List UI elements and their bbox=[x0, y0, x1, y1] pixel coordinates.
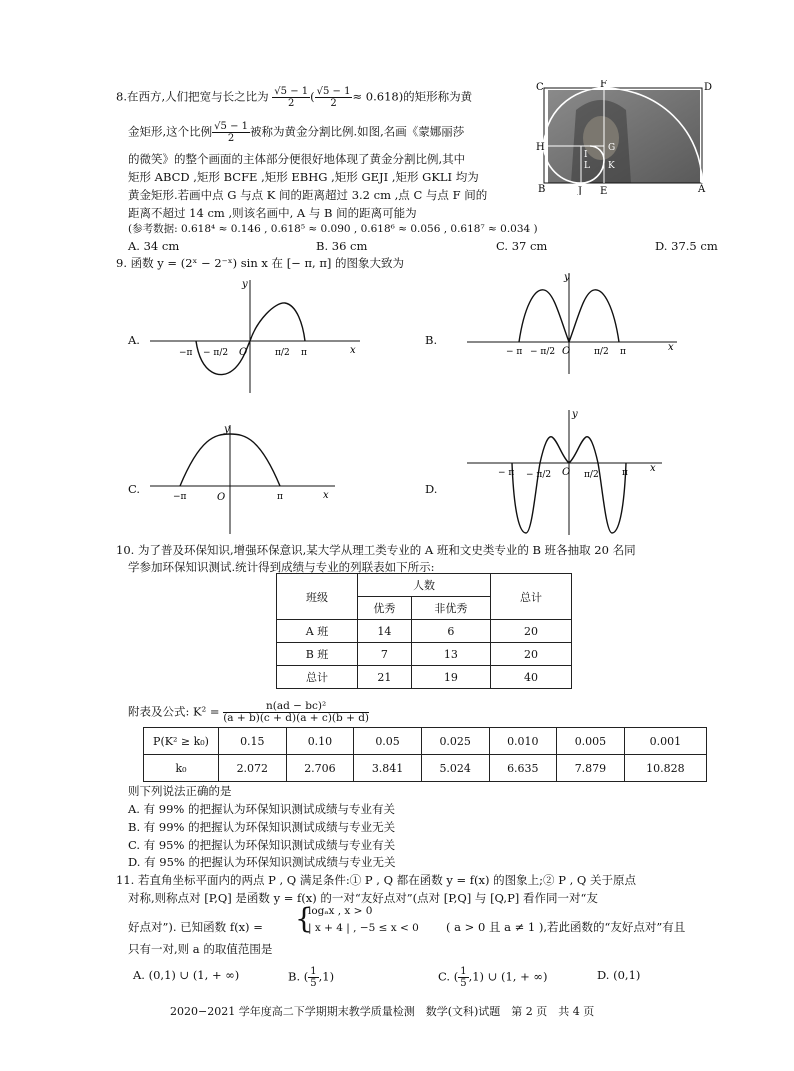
y-label: y bbox=[224, 424, 230, 435]
q10-option-a: A. 有 99% 的把握认为环保知识测试成绩与专业有关 bbox=[128, 802, 395, 816]
formula-fraction: $\frac{\text{n(ad − bc)²}}{(a + b)(c + d)(a + c)(b + d)}$ bbox=[223, 700, 370, 724]
label-d: D bbox=[704, 82, 713, 93]
k-squared-formula: 附表及公式: K² = $\frac{\text{n(ad − bc)²}}{(a + b)(c + d)(a + c)(b + d)}$ bbox=[128, 700, 370, 724]
golden-fraction: $\frac{√5 - 1}{2}$ bbox=[274, 86, 309, 109]
tick-neg-pi: −π bbox=[179, 348, 193, 358]
tick-neg-half-pi: − π/2 bbox=[203, 348, 229, 358]
table-cell: 5.024 bbox=[421, 755, 489, 782]
q8-option-a: A. 34 cm bbox=[128, 239, 180, 253]
y-label: y bbox=[572, 409, 578, 420]
q9-stem: 9. 函数 y = (2ˣ − 2⁻ˣ) sin x 在 [− π, π] 的图象大致为 bbox=[116, 256, 405, 270]
q11-option-c: C. ( $\frac{1}{5}$ ,1) ∪ (1, + ∞) bbox=[438, 966, 548, 989]
q10-option-b: B. 有 99% 的把握认为环保知识测试成绩与专业无关 bbox=[128, 820, 396, 834]
q10-line-2: 学参加环保知识测试.统计得到成绩与专业的列联表如下所示: bbox=[128, 560, 435, 574]
row-head-probability: P(K² ≥ k₀) bbox=[144, 728, 219, 755]
tick-neg-pi: − π bbox=[498, 468, 515, 478]
contingency-table bbox=[276, 573, 572, 689]
fraction-one-fifth: $\frac{1}{5}$ bbox=[310, 966, 317, 989]
x-label: x bbox=[668, 342, 674, 353]
q11-line-1: 11. 若直角坐标平面内的两点 P , Q 满足条件:① P , Q 都在函数 y = f(x) 的图象上;② P , Q 关于原点 bbox=[116, 873, 636, 887]
table-cell: 10.828 bbox=[624, 755, 706, 782]
tick-neg-half-pi: − π/2 bbox=[530, 347, 556, 357]
q10-option-c: C. 有 95% 的把握认为环保知识测试成绩与专业有关 bbox=[128, 838, 396, 852]
origin-label: O bbox=[239, 347, 248, 358]
q8-line-2: 金矩形,这个比例 $\frac{√5 - 1}{2}$ 被称为黄金分割比例.如图,名画《蒙娜丽莎 bbox=[128, 121, 465, 144]
q8-line-3: 的微笑》的整个画面的主体部分便很好地体现了黄金分割比例,其中 bbox=[128, 152, 466, 166]
fraction-one-fifth-2: $\frac{1}{5}$ bbox=[460, 966, 467, 989]
table-row bbox=[277, 620, 572, 643]
tick-half-pi: π/2 bbox=[594, 347, 609, 357]
y-label: y bbox=[242, 279, 248, 290]
x-label: x bbox=[350, 345, 356, 356]
q8-option-c: C. 37 cm bbox=[496, 239, 548, 253]
header-nonexcellent: 非优秀 bbox=[411, 597, 490, 620]
table-cell: 0.05 bbox=[354, 728, 422, 755]
tick-half-pi: π/2 bbox=[275, 348, 290, 358]
table-cell: B 班 bbox=[277, 643, 358, 666]
label-h: H bbox=[536, 142, 545, 153]
q8-reference-data: (参考数据: 0.618⁴ ≈ 0.146 , 0.618⁵ ≈ 0.090 , 0.618⁶ ≈ 0.056 , 0.618⁷ ≈ 0.034 ) bbox=[128, 223, 538, 235]
table-cell: 20 bbox=[491, 643, 572, 666]
table-cell: 总计 bbox=[277, 666, 358, 689]
critical-value-table bbox=[143, 727, 707, 782]
table-cell: 7 bbox=[358, 643, 412, 666]
q8-option-b: B. 36 cm bbox=[316, 239, 368, 253]
x-label: x bbox=[650, 463, 656, 474]
graph-d bbox=[462, 405, 672, 540]
q8-line-6: 距离不超过 14 cm ,则该名画中, A 与 B 间的距离可能为 bbox=[128, 206, 417, 220]
table-row bbox=[144, 755, 707, 782]
q11-option-b: B. ( $\frac{1}{5}$ ,1) bbox=[288, 966, 335, 989]
label-j: J bbox=[578, 186, 583, 195]
golden-fraction-3: $\frac{√5 - 1}{2}$ bbox=[214, 121, 248, 144]
label-k: K bbox=[608, 161, 615, 171]
origin-label: O bbox=[562, 346, 571, 357]
graph-b bbox=[462, 268, 682, 378]
x-label: x bbox=[323, 490, 329, 501]
label-e: E bbox=[600, 186, 608, 195]
q11-option-a: A. (0,1) ∪ (1, + ∞) bbox=[133, 968, 240, 982]
label-a: A bbox=[698, 184, 706, 195]
tick-pi: π bbox=[622, 468, 628, 478]
table-cell: 2.706 bbox=[286, 755, 354, 782]
label-f: F bbox=[600, 80, 607, 90]
label-c: C bbox=[536, 82, 544, 93]
q9-option-b-letter: B. bbox=[425, 333, 438, 347]
graph-a bbox=[145, 275, 365, 400]
q8-line-5: 黄金矩形.若画中点 G 与点 K 间的距离超过 3.2 cm ,点 C 与点 F 间的 bbox=[128, 188, 488, 202]
table-cell: 21 bbox=[358, 666, 412, 689]
table-cell: 19 bbox=[411, 666, 490, 689]
q11-line-2: 对称,则称点对 [P,Q] 是函数 y = f(x) 的一对“友好点对”(点对 [P,Q] 与 [Q,P] 看作同一对“友 bbox=[128, 891, 598, 905]
table-cell: 0.010 bbox=[489, 728, 557, 755]
y-label: y bbox=[564, 272, 570, 283]
tick-half-pi: π/2 bbox=[584, 470, 599, 480]
q10-line-1: 10. 为了普及环保知识,增强环保意识,某大学从理工类专业的 A 班和文史类专业的 B 班各抽取 20 名同 bbox=[116, 543, 636, 557]
piecewise-case-1: logₐx , x > 0 bbox=[308, 905, 373, 917]
table-cell: 0.005 bbox=[557, 728, 625, 755]
table-cell: 6.635 bbox=[489, 755, 557, 782]
table-cell: 0.15 bbox=[219, 728, 287, 755]
tick-neg-half-pi: − π/2 bbox=[526, 470, 552, 480]
table-cell: 20 bbox=[491, 620, 572, 643]
table-cell: 6 bbox=[411, 620, 490, 643]
header-count: 人数 bbox=[358, 574, 491, 597]
golden-fraction-2: $\frac{√5 - 1}{2}$ bbox=[316, 86, 351, 109]
table-cell: 7.879 bbox=[557, 755, 625, 782]
header-excellent: 优秀 bbox=[358, 597, 412, 620]
graph-c bbox=[145, 420, 345, 540]
origin-label: O bbox=[217, 492, 226, 503]
golden-rectangle-figure bbox=[536, 80, 716, 195]
table-cell: 0.001 bbox=[624, 728, 706, 755]
table-cell: 13 bbox=[411, 643, 490, 666]
table-row bbox=[277, 666, 572, 689]
table-row bbox=[277, 643, 572, 666]
q11-line-4: 只有一对,则 a 的取值范围是 bbox=[128, 942, 273, 956]
q10-question: 则下列说法正确的是 bbox=[128, 784, 232, 798]
case-brace: { bbox=[295, 902, 313, 935]
q11-line-3a: 好点对”). 已知函数 f(x) = bbox=[128, 920, 263, 934]
table-cell: 14 bbox=[358, 620, 412, 643]
q9-option-c-letter: C. bbox=[128, 482, 141, 496]
table-cell: 0.025 bbox=[421, 728, 489, 755]
table-cell: A 班 bbox=[277, 620, 358, 643]
q11-line-3b: ( a > 0 且 a ≠ 1 ),若此函数的“友好点对”有且 bbox=[446, 920, 686, 934]
origin-label: O bbox=[562, 467, 571, 478]
table-row bbox=[144, 728, 707, 755]
label-l: L bbox=[584, 161, 590, 171]
label-g: G bbox=[608, 143, 616, 153]
page-footer: 2020−2021 学年度高二下学期期末教学质量检测 数学(文科)试题 第 2 页 共 4 页 bbox=[170, 1005, 595, 1018]
table-cell: 3.841 bbox=[354, 755, 422, 782]
q8-option-d: D. 37.5 cm bbox=[655, 239, 718, 253]
header-total: 总计 bbox=[491, 574, 572, 620]
q10-option-d: D. 有 95% 的把握认为环保知识测试成绩与专业无关 bbox=[128, 855, 396, 869]
table-cell: 2.072 bbox=[219, 755, 287, 782]
table-cell: 0.10 bbox=[286, 728, 354, 755]
row-head-k0: k₀ bbox=[144, 755, 219, 782]
tick-pi: π bbox=[620, 347, 626, 357]
q8-line-1: 8.在西方,人们把宽与长之比为 $\frac{√5 - 1}{2}$ ( $\frac{√5 - 1}{2}$ ≈ 0.618)的矩形称为黄 bbox=[116, 86, 473, 109]
q8-line-4: 矩形 ABCD ,矩形 BCFE ,矩形 EBHG ,矩形 GEJI ,矩形 GKLI 均为 bbox=[128, 170, 479, 184]
header-class: 班级 bbox=[277, 574, 358, 620]
table-cell: 40 bbox=[491, 666, 572, 689]
q11-option-d: D. (0,1) bbox=[597, 968, 641, 982]
tick-pi: π bbox=[277, 492, 283, 502]
label-i: I bbox=[584, 150, 588, 160]
label-b: B bbox=[538, 184, 546, 195]
tick-neg-pi: −π bbox=[173, 492, 187, 502]
q9-option-a-letter: A. bbox=[128, 333, 140, 347]
q9-option-d-letter: D. bbox=[425, 482, 438, 496]
tick-neg-pi: − π bbox=[506, 347, 523, 357]
piecewise-case-2: | x + 4 | , −5 ≤ x < 0 bbox=[308, 922, 419, 934]
tick-pi: π bbox=[301, 348, 307, 358]
